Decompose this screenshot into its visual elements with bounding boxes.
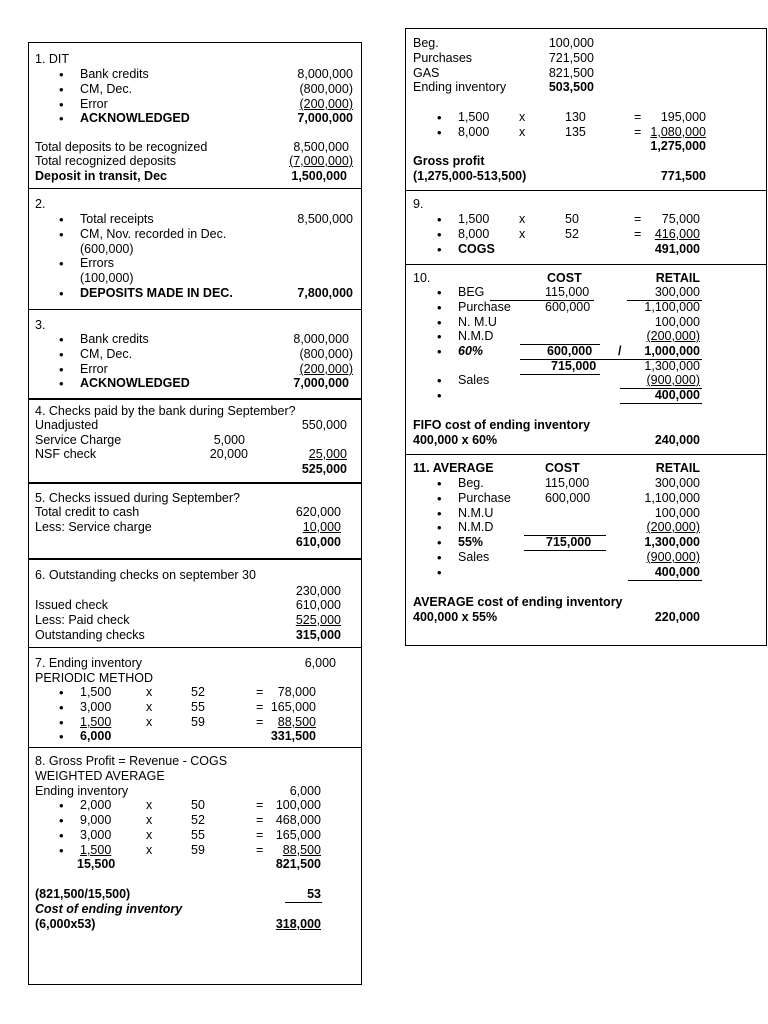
bullet-icon: • — [59, 212, 64, 227]
row-value: 230,000 — [295, 584, 341, 598]
bullet-icon: • — [437, 520, 442, 535]
row-value: 10,000 — [302, 520, 341, 534]
cost-value: 600,000 — [545, 300, 591, 314]
calc-value: 318,000 — [275, 917, 321, 931]
result-value: 610,000 — [295, 535, 341, 549]
total-label: Total deposits to be recognized — [35, 140, 208, 154]
bullet-icon: • — [437, 212, 442, 227]
bullet-icon: • — [59, 813, 64, 828]
retail-header: RETAIL — [655, 271, 700, 285]
recognized-label: Total recognized deposits — [35, 154, 177, 168]
row-label: Beg. — [458, 476, 484, 490]
section-title: 9. — [413, 197, 424, 211]
retail-value: (900,000) — [646, 550, 700, 564]
section-5 — [29, 484, 361, 560]
price: 55 — [191, 700, 205, 714]
row-label: Issued check — [35, 598, 108, 612]
row-label: Sales — [458, 550, 490, 564]
bullet-icon: • — [59, 67, 64, 82]
section-4 — [29, 400, 361, 484]
bullet-icon: • — [437, 242, 442, 257]
underline — [285, 902, 322, 903]
bullet-icon: • — [59, 347, 64, 362]
total-value: 8,500,000 — [293, 140, 349, 154]
times: x — [146, 828, 153, 842]
row-label: N.M.D — [458, 329, 494, 343]
gross-profit-value: 771,500 — [660, 169, 706, 183]
section-1-dit — [29, 43, 361, 189]
right-column — [405, 28, 767, 646]
times: x — [519, 110, 526, 124]
row-label: Purchases — [413, 51, 473, 65]
row-value: 25,000 — [308, 447, 347, 461]
section-7 — [29, 648, 361, 748]
bullet-icon: • — [59, 715, 64, 730]
bullet-icon: • — [59, 256, 64, 271]
bullet-icon: • — [437, 315, 442, 330]
equals: = — [634, 212, 642, 226]
amount: 1,080,000 — [650, 125, 706, 139]
item-label: Bank credits — [80, 332, 149, 346]
underline — [524, 550, 606, 551]
price: 52 — [565, 227, 579, 241]
row-label: Service Charge — [35, 433, 122, 447]
price: 55 — [191, 828, 205, 842]
times: x — [146, 813, 153, 827]
cost-header: COST — [547, 271, 582, 285]
times: x — [519, 212, 526, 226]
bullet-icon: • — [59, 227, 64, 242]
row-value: 620,000 — [295, 505, 341, 519]
retail-value: 300,000 — [654, 285, 700, 299]
item-value: 8,500,000 — [297, 212, 353, 226]
cost-value: 600,000 — [545, 491, 591, 505]
bullet-icon: • — [437, 506, 442, 521]
bullet-icon: • — [437, 388, 442, 403]
row-label: Outstanding checks — [35, 628, 145, 642]
item-value: 7,000,000 — [297, 111, 353, 125]
total-qty: 6,000 — [80, 729, 112, 743]
price: 59 — [191, 843, 205, 857]
section-gross-profit — [406, 29, 766, 191]
bullet-icon: • — [437, 373, 442, 388]
qty: 1,500 — [80, 715, 112, 729]
fifo-label: FIFO cost of ending inventory — [413, 418, 591, 432]
bullet-icon: • — [437, 227, 442, 242]
equals: = — [256, 715, 264, 729]
row-label: N.M.U — [458, 506, 494, 520]
item-value: (800,000) — [299, 82, 353, 96]
cost-header: COST — [545, 461, 580, 475]
method-label: WEIGHTED AVERAGE — [35, 769, 165, 783]
section-title: 11. AVERAGE — [413, 461, 494, 475]
row-value: 721,500 — [548, 51, 594, 65]
section-title: 10. — [413, 271, 431, 285]
item-label: CM, Dec. — [80, 82, 133, 96]
qty: 1,500 — [80, 843, 112, 857]
times: x — [146, 715, 153, 729]
section-10-fifo — [406, 265, 766, 455]
qty: 9,000 — [80, 813, 112, 827]
average-label: AVERAGE cost of ending inventory — [413, 595, 623, 609]
amount: 88,500 — [277, 715, 316, 729]
item-value: (600,000) — [80, 242, 134, 256]
qty: 8,000 — [458, 227, 490, 241]
item-value: (200,000) — [299, 362, 353, 376]
gross-profit-calc: (1,275,000-513,500) — [413, 169, 527, 183]
section-title: 8. Gross Profit = Revenue - COGS — [35, 754, 228, 768]
item-label: ACKNOWLEDGED — [80, 376, 190, 390]
pct-cost: 715,000 — [546, 535, 592, 549]
amount: 165,000 — [270, 700, 316, 714]
method-label: PERIODIC METHOD — [35, 671, 154, 685]
qty: 1,500 — [458, 110, 490, 124]
cost-value: 115,000 — [545, 285, 590, 299]
total-amount: 1,275,000 — [650, 139, 706, 153]
retail-value: 1,100,000 — [644, 300, 700, 314]
amount: 100,000 — [275, 798, 321, 812]
section-title: 3. — [35, 318, 46, 332]
section-8 — [29, 748, 361, 984]
times: x — [146, 700, 153, 714]
equals: = — [256, 798, 264, 812]
bullet-icon: • — [59, 700, 64, 715]
cost-value: 115,000 — [545, 476, 590, 490]
equals: = — [634, 125, 642, 139]
row-label: Unadjusted — [35, 418, 99, 432]
price: 59 — [191, 715, 205, 729]
qty: 1,500 — [458, 212, 490, 226]
amount: 75,000 — [661, 212, 700, 226]
row-value: 550,000 — [301, 418, 347, 432]
pct-label: 55% — [458, 535, 484, 549]
equals: = — [256, 813, 264, 827]
item-label: Error — [80, 97, 108, 111]
section-11-average — [406, 455, 766, 645]
bullet-icon: • — [437, 110, 442, 125]
row-value: 5,000 — [213, 433, 245, 447]
bullet-icon: • — [59, 286, 64, 301]
average-value: 220,000 — [654, 610, 700, 624]
item-label: Error — [80, 362, 108, 376]
retail-value: (200,000) — [646, 520, 700, 534]
amount: 195,000 — [660, 110, 706, 124]
retail-value: 300,000 — [654, 476, 700, 490]
row-value: 6,000 — [304, 656, 336, 670]
bullet-icon: • — [437, 535, 442, 550]
row-label: BEG — [458, 285, 485, 299]
ending-retail: 400,000 — [654, 565, 700, 579]
row-value: 503,500 — [548, 80, 594, 94]
section-6 — [29, 560, 361, 648]
bullet-icon: • — [59, 362, 64, 377]
section-2 — [29, 189, 361, 310]
row-label: NSF check — [35, 447, 97, 461]
section-title: 2. — [35, 197, 46, 211]
amount: 88,500 — [282, 843, 321, 857]
bullet-icon: • — [437, 329, 442, 344]
slash: / — [618, 344, 622, 358]
row-label: Sales — [458, 373, 490, 387]
bullet-icon: • — [437, 476, 442, 491]
bullet-icon: • — [59, 332, 64, 347]
item-label: CM, Dec. — [80, 347, 133, 361]
row-label: Purchase — [458, 300, 511, 314]
bullet-icon: • — [437, 565, 442, 580]
underline — [628, 580, 702, 581]
cost-label: Cost of ending inventory — [35, 902, 183, 916]
equals: = — [256, 685, 264, 699]
section-title: 4. Checks paid by the bank during September? — [35, 404, 296, 418]
bullet-icon: • — [437, 491, 442, 506]
bullet-icon: • — [59, 111, 64, 126]
times: x — [519, 125, 526, 139]
qty: 3,000 — [80, 828, 112, 842]
price: 130 — [565, 110, 586, 124]
equals: = — [256, 828, 264, 842]
equals: = — [634, 110, 642, 124]
row-label: GAS — [413, 66, 440, 80]
row-label: Less: Paid check — [35, 613, 130, 627]
row-value: 6,000 — [289, 784, 321, 798]
item-value: 8,000,000 — [293, 332, 349, 346]
price: 50 — [191, 798, 205, 812]
avg-label: (821,500/15,500) — [35, 887, 131, 901]
equals: = — [256, 843, 264, 857]
result-value: 525,000 — [301, 462, 347, 476]
item-value: (800,000) — [299, 347, 353, 361]
section-3 — [29, 310, 361, 400]
bullet-icon: • — [437, 344, 442, 359]
recognized-value: (7,000,000) — [289, 154, 353, 168]
row-label: Ending inventory — [413, 80, 507, 94]
row-value: 525,000 — [295, 613, 341, 627]
section-title: 5. Checks issued during September? — [35, 491, 240, 505]
times: x — [146, 685, 153, 699]
pct-retail: 1,300,000 — [644, 535, 700, 549]
row-label: Purchase — [458, 491, 511, 505]
bullet-icon: • — [59, 798, 64, 813]
item-label: Total receipts — [80, 212, 154, 226]
equals: = — [256, 700, 264, 714]
fifo-value: 240,000 — [654, 433, 700, 447]
item-label: CM, Nov. recorded in Dec. — [80, 227, 227, 241]
result-value: 315,000 — [295, 628, 341, 642]
total-amount: 331,500 — [270, 729, 316, 743]
row-value: 20,000 — [209, 447, 248, 461]
subtotal-retail: 1,300,000 — [644, 359, 700, 373]
total-qty: 15,500 — [77, 857, 116, 871]
bullet-icon: • — [437, 125, 442, 140]
price: 50 — [565, 212, 579, 226]
section-title: 7. Ending inventory — [35, 656, 143, 670]
times: x — [146, 843, 153, 857]
item-label: DEPOSITS MADE IN DEC. — [80, 286, 233, 300]
equals: = — [634, 227, 642, 241]
row-label: N. M.U — [458, 315, 497, 329]
dit-label: Deposit in transit, Dec — [35, 169, 167, 183]
amount: 468,000 — [275, 813, 321, 827]
bullet-icon: • — [437, 285, 442, 300]
qty: 8,000 — [458, 125, 490, 139]
row-label: Beg. — [413, 36, 439, 50]
pct-label: 60% — [458, 344, 484, 358]
underline — [620, 403, 702, 404]
retail-value: (900,000) — [646, 373, 700, 387]
dit-value: 1,500,000 — [291, 169, 347, 183]
amount: 165,000 — [275, 828, 321, 842]
total-amount: 821,500 — [275, 857, 321, 871]
qty: 3,000 — [80, 700, 112, 714]
row-label: Total credit to cash — [35, 505, 140, 519]
section-title: 6. Outstanding checks on september 30 — [35, 568, 256, 582]
pct-retail: 1,000,000 — [644, 344, 700, 358]
calc-label: (6,000x53) — [35, 917, 96, 931]
ending-retail: 400,000 — [654, 388, 700, 402]
price: 52 — [191, 813, 205, 827]
retail-value: 100,000 — [654, 315, 700, 329]
pct-cost: 600,000 — [547, 344, 593, 358]
item-label: Errors — [80, 256, 115, 270]
bullet-icon: • — [59, 82, 64, 97]
times: x — [146, 798, 153, 812]
retail-header: RETAIL — [655, 461, 700, 475]
retail-value: 100,000 — [654, 506, 700, 520]
bullet-icon: • — [59, 729, 64, 744]
section-9 — [406, 191, 766, 265]
row-label: Less: Service charge — [35, 520, 152, 534]
average-calc: 400,000 x 55% — [413, 610, 498, 624]
bullet-icon: • — [59, 97, 64, 112]
row-value: 100,000 — [548, 36, 594, 50]
qty: 2,000 — [80, 798, 112, 812]
left-column — [28, 42, 362, 985]
times: x — [519, 227, 526, 241]
row-value: 821,500 — [548, 66, 594, 80]
retail-value: (200,000) — [646, 329, 700, 343]
item-value: 7,000,000 — [293, 376, 349, 390]
price: 52 — [191, 685, 205, 699]
price: 135 — [565, 125, 586, 139]
item-value: 7,800,000 — [297, 286, 353, 300]
bullet-icon: • — [59, 828, 64, 843]
bullet-icon: • — [437, 550, 442, 565]
row-label: N.M.D — [458, 520, 494, 534]
item-value: (200,000) — [299, 97, 353, 111]
row-label: Ending inventory — [35, 784, 129, 798]
section-title: 1. DIT — [35, 52, 70, 66]
bullet-icon: • — [59, 843, 64, 858]
underline — [520, 374, 600, 375]
cogs-label: COGS — [458, 242, 495, 256]
qty: 1,500 — [80, 685, 112, 699]
item-value: (100,000) — [80, 271, 134, 285]
bullet-icon: • — [59, 685, 64, 700]
item-label: Bank credits — [80, 67, 149, 81]
amount: 416,000 — [654, 227, 700, 241]
amount: 78,000 — [277, 685, 316, 699]
cogs-value: 491,000 — [654, 242, 700, 256]
avg-value: 53 — [307, 887, 321, 901]
item-value: 8,000,000 — [297, 67, 353, 81]
retail-value: 1,100,000 — [644, 491, 700, 505]
subtotal-cost: 715,000 — [551, 359, 597, 373]
bullet-icon: • — [437, 300, 442, 315]
row-value: 610,000 — [295, 598, 341, 612]
fifo-calc: 400,000 x 60% — [413, 433, 498, 447]
gross-profit-label: Gross profit — [413, 154, 485, 168]
item-label: ACKNOWLEDGED — [80, 111, 190, 125]
bullet-icon: • — [59, 376, 64, 391]
